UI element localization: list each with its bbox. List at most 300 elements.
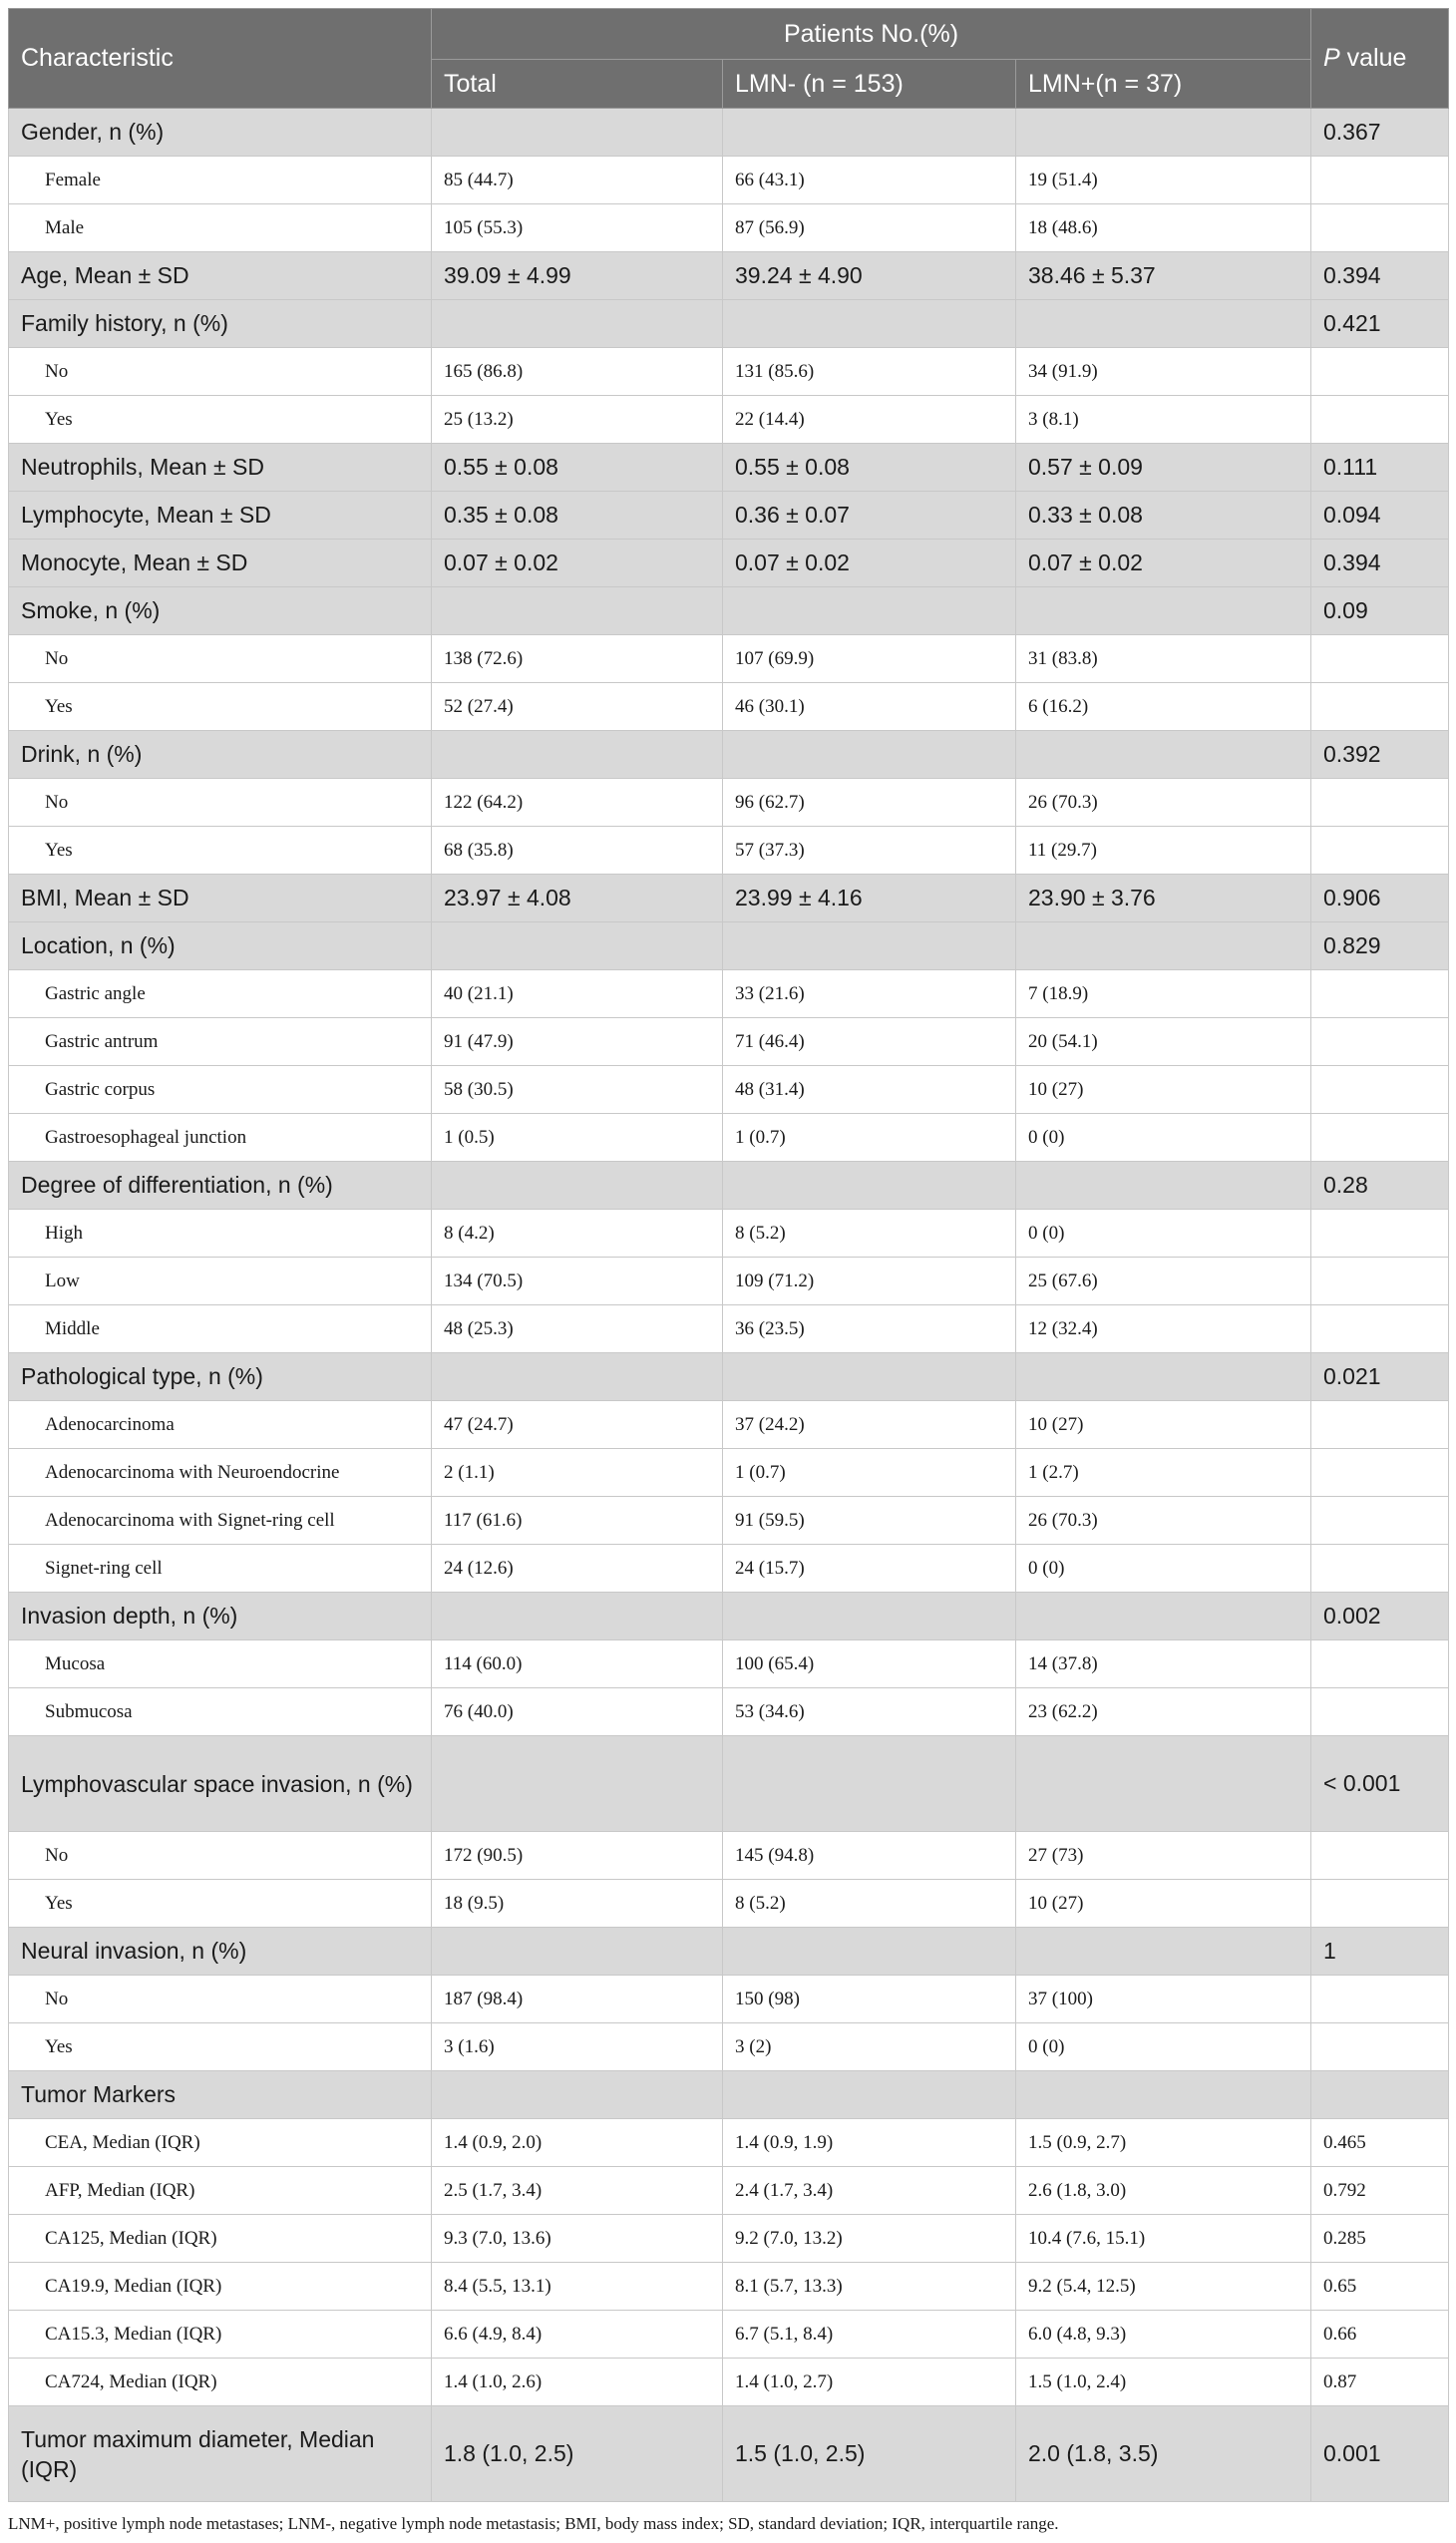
row-lmn-negative-cell xyxy=(723,2071,1016,2119)
row-lmn-positive-cell: 10 (27) xyxy=(1016,1401,1311,1449)
table-row xyxy=(9,1880,1449,1928)
row-lmn-negative-cell xyxy=(723,1593,1016,1640)
row-lmn-positive-cell: 27 (73) xyxy=(1016,1832,1311,1880)
row-lmn-negative-cell: 150 (98) xyxy=(723,1976,1016,2023)
row-lmn-negative-cell: 0.36 ± 0.07 xyxy=(723,492,1016,540)
row-total-cell: 23.97 ± 4.08 xyxy=(432,875,723,922)
row-lmn-negative-cell: 23.99 ± 4.16 xyxy=(723,875,1016,922)
row-lmn-positive-cell: 6 (16.2) xyxy=(1016,683,1311,731)
row-label-cell: Gender, n (%) xyxy=(9,109,432,157)
row-total-cell: 6.6 (4.9, 8.4) xyxy=(432,2311,723,2359)
row-label-cell: Adenocarcinoma with Neuroendocrine xyxy=(9,1449,432,1497)
row-total-cell xyxy=(432,2071,723,2119)
row-lmn-positive-cell: 7 (18.9) xyxy=(1016,970,1311,1018)
row-label-cell: Tumor Markers xyxy=(9,2071,432,2119)
row-total-cell: 24 (12.6) xyxy=(432,1545,723,1593)
row-total-cell: 0.55 ± 0.08 xyxy=(432,444,723,492)
row-p-value-cell: 0.285 xyxy=(1311,2215,1449,2263)
row-label-cell: Lymphocyte, Mean ± SD xyxy=(9,492,432,540)
row-p-value-cell: < 0.001 xyxy=(1311,1736,1449,1832)
row-lmn-positive-cell: 0 (0) xyxy=(1016,2023,1311,2071)
row-total-cell xyxy=(432,1736,723,1832)
row-label-cell: Lymphovascular space invasion, n (%) xyxy=(9,1736,432,1832)
row-label-cell: Male xyxy=(9,204,432,252)
row-lmn-positive-cell: 34 (91.9) xyxy=(1016,348,1311,396)
row-lmn-positive-cell: 26 (70.3) xyxy=(1016,779,1311,827)
row-total-cell: 18 (9.5) xyxy=(432,1880,723,1928)
row-total-cell: 1.8 (1.0, 2.5) xyxy=(432,2406,723,2502)
row-p-value-cell xyxy=(1311,1258,1449,1305)
table-row xyxy=(9,827,1449,875)
row-total-cell xyxy=(432,1593,723,1640)
row-lmn-positive-cell xyxy=(1016,1928,1311,1976)
table-group-row xyxy=(9,1928,1449,1976)
row-lmn-positive-cell: 1.5 (0.9, 2.7) xyxy=(1016,2119,1311,2167)
table-group-row xyxy=(9,875,1449,922)
row-p-value-cell: 0.021 xyxy=(1311,1353,1449,1401)
row-total-cell: 1 (0.5) xyxy=(432,1114,723,1162)
table-row xyxy=(9,1497,1449,1545)
row-total-cell: 134 (70.5) xyxy=(432,1258,723,1305)
table-row xyxy=(9,1832,1449,1880)
table-row xyxy=(9,1688,1449,1736)
row-lmn-negative-cell: 71 (46.4) xyxy=(723,1018,1016,1066)
row-lmn-negative-cell: 8 (5.2) xyxy=(723,1210,1016,1258)
table-group-row xyxy=(9,1736,1449,1832)
row-lmn-positive-cell: 0 (0) xyxy=(1016,1114,1311,1162)
row-lmn-negative-cell xyxy=(723,1928,1016,1976)
row-total-cell: 0.07 ± 0.02 xyxy=(432,540,723,587)
row-lmn-positive-cell: 0.07 ± 0.02 xyxy=(1016,540,1311,587)
row-p-value-cell xyxy=(1311,1640,1449,1688)
row-label-cell: Yes xyxy=(9,683,432,731)
row-total-cell xyxy=(432,1162,723,1210)
row-lmn-negative-cell: 8.1 (5.7, 13.3) xyxy=(723,2263,1016,2311)
row-label-cell: Pathological type, n (%) xyxy=(9,1353,432,1401)
table-group-row xyxy=(9,1353,1449,1401)
header-total: Total xyxy=(432,60,723,109)
row-lmn-negative-cell: 1.4 (1.0, 2.7) xyxy=(723,2359,1016,2406)
row-lmn-positive-cell: 1 (2.7) xyxy=(1016,1449,1311,1497)
row-lmn-negative-cell: 39.24 ± 4.90 xyxy=(723,252,1016,300)
row-p-value-cell: 0.001 xyxy=(1311,2406,1449,2502)
row-total-cell: 85 (44.7) xyxy=(432,157,723,204)
row-p-value-cell: 0.394 xyxy=(1311,252,1449,300)
row-p-value-cell xyxy=(1311,1018,1449,1066)
row-total-cell xyxy=(432,922,723,970)
row-lmn-positive-cell: 26 (70.3) xyxy=(1016,1497,1311,1545)
row-lmn-negative-cell: 107 (69.9) xyxy=(723,635,1016,683)
row-p-value-cell xyxy=(1311,1688,1449,1736)
row-lmn-negative-cell: 37 (24.2) xyxy=(723,1401,1016,1449)
row-lmn-negative-cell xyxy=(723,300,1016,348)
header-p-italic: P xyxy=(1323,44,1340,72)
row-lmn-negative-cell: 3 (2) xyxy=(723,2023,1016,2071)
row-label-cell: Degree of differentiation, n (%) xyxy=(9,1162,432,1210)
row-total-cell: 3 (1.6) xyxy=(432,2023,723,2071)
row-lmn-negative-cell: 48 (31.4) xyxy=(723,1066,1016,1114)
row-total-cell: 105 (55.3) xyxy=(432,204,723,252)
row-p-value-cell xyxy=(1311,2023,1449,2071)
row-lmn-positive-cell: 12 (32.4) xyxy=(1016,1305,1311,1353)
row-lmn-positive-cell xyxy=(1016,1593,1311,1640)
row-label-cell: Monocyte, Mean ± SD xyxy=(9,540,432,587)
row-lmn-positive-cell xyxy=(1016,1162,1311,1210)
row-total-cell: 58 (30.5) xyxy=(432,1066,723,1114)
table-row xyxy=(9,1210,1449,1258)
row-label-cell: Yes xyxy=(9,2023,432,2071)
row-p-value-cell: 0.002 xyxy=(1311,1593,1449,1640)
row-p-value-cell: 0.829 xyxy=(1311,922,1449,970)
row-lmn-negative-cell: 0.07 ± 0.02 xyxy=(723,540,1016,587)
row-lmn-negative-cell: 53 (34.6) xyxy=(723,1688,1016,1736)
row-label-cell: No xyxy=(9,779,432,827)
row-p-value-cell: 0.65 xyxy=(1311,2263,1449,2311)
table-row xyxy=(9,1976,1449,2023)
row-lmn-negative-cell: 91 (59.5) xyxy=(723,1497,1016,1545)
row-total-cell xyxy=(432,109,723,157)
table-row xyxy=(9,779,1449,827)
table-group-row xyxy=(9,540,1449,587)
row-p-value-cell: 0.111 xyxy=(1311,444,1449,492)
row-label-cell: No xyxy=(9,1832,432,1880)
row-lmn-positive-cell: 23 (62.2) xyxy=(1016,1688,1311,1736)
row-label-cell: CEA, Median (IQR) xyxy=(9,2119,432,2167)
table-group-row xyxy=(9,922,1449,970)
table-group-row xyxy=(9,252,1449,300)
row-lmn-positive-cell: 1.5 (1.0, 2.4) xyxy=(1016,2359,1311,2406)
row-lmn-positive-cell: 10 (27) xyxy=(1016,1066,1311,1114)
row-label-cell: Drink, n (%) xyxy=(9,731,432,779)
table-group-row xyxy=(9,1593,1449,1640)
row-p-value-cell: 0.28 xyxy=(1311,1162,1449,1210)
row-lmn-positive-cell: 18 (48.6) xyxy=(1016,204,1311,252)
row-total-cell: 2.5 (1.7, 3.4) xyxy=(432,2167,723,2215)
row-p-value-cell xyxy=(1311,1114,1449,1162)
row-p-value-cell xyxy=(1311,779,1449,827)
row-lmn-negative-cell xyxy=(723,1353,1016,1401)
row-total-cell: 187 (98.4) xyxy=(432,1976,723,2023)
row-total-cell: 25 (13.2) xyxy=(432,396,723,444)
row-lmn-negative-cell xyxy=(723,1162,1016,1210)
row-lmn-positive-cell: 20 (54.1) xyxy=(1016,1018,1311,1066)
table-group-row xyxy=(9,2071,1449,2119)
row-lmn-negative-cell: 1.4 (0.9, 1.9) xyxy=(723,2119,1016,2167)
table-group-row xyxy=(9,300,1449,348)
row-lmn-positive-cell xyxy=(1016,1736,1311,1832)
row-label-cell: No xyxy=(9,348,432,396)
row-label-cell: Gastric corpus xyxy=(9,1066,432,1114)
row-label-cell: CA125, Median (IQR) xyxy=(9,2215,432,2263)
row-lmn-positive-cell: 23.90 ± 3.76 xyxy=(1016,875,1311,922)
row-label-cell: Female xyxy=(9,157,432,204)
row-label-cell: Family history, n (%) xyxy=(9,300,432,348)
table-row xyxy=(9,204,1449,252)
header-characteristic: Characteristic xyxy=(9,9,432,109)
table-group-row xyxy=(9,492,1449,540)
row-label-cell: Tumor maximum diameter, Median (IQR) xyxy=(9,2406,432,2502)
table-row xyxy=(9,2023,1449,2071)
row-total-cell: 114 (60.0) xyxy=(432,1640,723,1688)
header-p-rest: value xyxy=(1339,44,1407,72)
row-p-value-cell xyxy=(1311,157,1449,204)
row-p-value-cell xyxy=(1311,1832,1449,1880)
row-total-cell: 91 (47.9) xyxy=(432,1018,723,1066)
row-lmn-negative-cell: 66 (43.1) xyxy=(723,157,1016,204)
row-lmn-positive-cell: 38.46 ± 5.37 xyxy=(1016,252,1311,300)
table-row xyxy=(9,348,1449,396)
table-row xyxy=(9,2167,1449,2215)
row-lmn-positive-cell: 25 (67.6) xyxy=(1016,1258,1311,1305)
row-lmn-positive-cell: 9.2 (5.4, 12.5) xyxy=(1016,2263,1311,2311)
row-total-cell: 8 (4.2) xyxy=(432,1210,723,1258)
row-p-value-cell xyxy=(1311,1976,1449,2023)
row-lmn-negative-cell: 6.7 (5.1, 8.4) xyxy=(723,2311,1016,2359)
row-label-cell: Adenocarcinoma with Signet-ring cell xyxy=(9,1497,432,1545)
row-lmn-positive-cell xyxy=(1016,587,1311,635)
row-lmn-positive-cell: 2.0 (1.8, 3.5) xyxy=(1016,2406,1311,2502)
row-label-cell: Neural invasion, n (%) xyxy=(9,1928,432,1976)
row-lmn-positive-cell: 0 (0) xyxy=(1016,1545,1311,1593)
row-label-cell: Smoke, n (%) xyxy=(9,587,432,635)
row-lmn-positive-cell: 11 (29.7) xyxy=(1016,827,1311,875)
table-header xyxy=(9,9,1449,109)
row-p-value-cell xyxy=(1311,635,1449,683)
table-row xyxy=(9,1449,1449,1497)
row-lmn-negative-cell xyxy=(723,109,1016,157)
row-total-cell: 9.3 (7.0, 13.6) xyxy=(432,2215,723,2263)
patient-characteristics-table xyxy=(8,8,1449,2502)
row-lmn-positive-cell xyxy=(1016,109,1311,157)
row-total-cell: 2 (1.1) xyxy=(432,1449,723,1497)
row-p-value-cell xyxy=(1311,2071,1449,2119)
row-label-cell: No xyxy=(9,635,432,683)
row-label-cell: Location, n (%) xyxy=(9,922,432,970)
characteristics-table-container xyxy=(8,8,1448,2502)
row-label-cell: Submucosa xyxy=(9,1688,432,1736)
row-label-cell: AFP, Median (IQR) xyxy=(9,2167,432,2215)
row-total-cell: 8.4 (5.5, 13.1) xyxy=(432,2263,723,2311)
row-p-value-cell: 0.367 xyxy=(1311,109,1449,157)
row-label-cell: Yes xyxy=(9,827,432,875)
row-lmn-negative-cell: 8 (5.2) xyxy=(723,1880,1016,1928)
row-total-cell: 165 (86.8) xyxy=(432,348,723,396)
table-group-row xyxy=(9,587,1449,635)
row-total-cell: 76 (40.0) xyxy=(432,1688,723,1736)
row-lmn-positive-cell: 6.0 (4.8, 9.3) xyxy=(1016,2311,1311,2359)
row-total-cell xyxy=(432,587,723,635)
row-lmn-positive-cell: 10 (27) xyxy=(1016,1880,1311,1928)
row-total-cell xyxy=(432,300,723,348)
row-lmn-negative-cell: 2.4 (1.7, 3.4) xyxy=(723,2167,1016,2215)
row-lmn-positive-cell xyxy=(1016,1353,1311,1401)
row-label-cell: Age, Mean ± SD xyxy=(9,252,432,300)
row-lmn-negative-cell: 46 (30.1) xyxy=(723,683,1016,731)
row-lmn-negative-cell: 145 (94.8) xyxy=(723,1832,1016,1880)
row-total-cell: 1.4 (0.9, 2.0) xyxy=(432,2119,723,2167)
row-label-cell: Yes xyxy=(9,396,432,444)
row-label-cell: Middle xyxy=(9,1305,432,1353)
row-p-value-cell: 0.392 xyxy=(1311,731,1449,779)
row-total-cell: 122 (64.2) xyxy=(432,779,723,827)
row-label-cell: Signet-ring cell xyxy=(9,1545,432,1593)
table-row xyxy=(9,1401,1449,1449)
row-p-value-cell: 0.421 xyxy=(1311,300,1449,348)
row-lmn-positive-cell: 14 (37.8) xyxy=(1016,1640,1311,1688)
row-label-cell: Gastric antrum xyxy=(9,1018,432,1066)
row-total-cell: 1.4 (1.0, 2.6) xyxy=(432,2359,723,2406)
row-lmn-negative-cell: 0.55 ± 0.08 xyxy=(723,444,1016,492)
row-p-value-cell: 0.09 xyxy=(1311,587,1449,635)
table-row xyxy=(9,683,1449,731)
row-total-cell: 138 (72.6) xyxy=(432,635,723,683)
row-lmn-positive-cell: 0 (0) xyxy=(1016,1210,1311,1258)
row-p-value-cell xyxy=(1311,1210,1449,1258)
row-label-cell: Yes xyxy=(9,1880,432,1928)
table-row xyxy=(9,1640,1449,1688)
row-lmn-positive-cell xyxy=(1016,731,1311,779)
row-label-cell: Neutrophils, Mean ± SD xyxy=(9,444,432,492)
row-p-value-cell xyxy=(1311,1066,1449,1114)
table-row xyxy=(9,2119,1449,2167)
table-row xyxy=(9,635,1449,683)
table-row xyxy=(9,2311,1449,2359)
table-row xyxy=(9,1258,1449,1305)
row-p-value-cell xyxy=(1311,1305,1449,1353)
row-lmn-negative-cell: 24 (15.7) xyxy=(723,1545,1016,1593)
row-p-value-cell: 0.792 xyxy=(1311,2167,1449,2215)
table-row xyxy=(9,2263,1449,2311)
table-row xyxy=(9,1305,1449,1353)
row-p-value-cell: 1 xyxy=(1311,1928,1449,1976)
row-lmn-positive-cell: 3 (8.1) xyxy=(1016,396,1311,444)
row-total-cell: 48 (25.3) xyxy=(432,1305,723,1353)
table-row xyxy=(9,2215,1449,2263)
row-lmn-negative-cell: 131 (85.6) xyxy=(723,348,1016,396)
row-label-cell: CA724, Median (IQR) xyxy=(9,2359,432,2406)
table-row xyxy=(9,1018,1449,1066)
row-lmn-negative-cell: 96 (62.7) xyxy=(723,779,1016,827)
table-group-row xyxy=(9,2406,1449,2502)
row-lmn-negative-cell: 87 (56.9) xyxy=(723,204,1016,252)
table-group-row xyxy=(9,1162,1449,1210)
row-lmn-negative-cell: 1 (0.7) xyxy=(723,1114,1016,1162)
row-lmn-negative-cell xyxy=(723,1736,1016,1832)
row-label-cell: CA19.9, Median (IQR) xyxy=(9,2263,432,2311)
row-p-value-cell: 0.66 xyxy=(1311,2311,1449,2359)
row-lmn-positive-cell: 2.6 (1.8, 3.0) xyxy=(1016,2167,1311,2215)
row-total-cell: 172 (90.5) xyxy=(432,1832,723,1880)
row-total-cell: 68 (35.8) xyxy=(432,827,723,875)
row-total-cell: 0.35 ± 0.08 xyxy=(432,492,723,540)
row-total-cell: 40 (21.1) xyxy=(432,970,723,1018)
table-row xyxy=(9,1066,1449,1114)
row-total-cell: 117 (61.6) xyxy=(432,1497,723,1545)
row-label-cell: No xyxy=(9,1976,432,2023)
row-p-value-cell xyxy=(1311,827,1449,875)
row-label-cell: High xyxy=(9,1210,432,1258)
header-lmn-negative: LMN- (n = 153) xyxy=(723,60,1016,109)
row-p-value-cell: 0.87 xyxy=(1311,2359,1449,2406)
row-lmn-positive-cell: 0.57 ± 0.09 xyxy=(1016,444,1311,492)
table-group-row xyxy=(9,444,1449,492)
table-row xyxy=(9,157,1449,204)
row-lmn-negative-cell: 1 (0.7) xyxy=(723,1449,1016,1497)
row-total-cell xyxy=(432,1928,723,1976)
row-lmn-positive-cell: 10.4 (7.6, 15.1) xyxy=(1016,2215,1311,2263)
header-lmn-positive: LMN+(n = 37) xyxy=(1016,60,1311,109)
row-total-cell xyxy=(432,1353,723,1401)
row-p-value-cell xyxy=(1311,970,1449,1018)
row-p-value-cell xyxy=(1311,1880,1449,1928)
table-row xyxy=(9,970,1449,1018)
row-lmn-positive-cell xyxy=(1016,2071,1311,2119)
row-lmn-negative-cell: 1.5 (1.0, 2.5) xyxy=(723,2406,1016,2502)
row-p-value-cell xyxy=(1311,204,1449,252)
row-label-cell: Invasion depth, n (%) xyxy=(9,1593,432,1640)
row-lmn-positive-cell xyxy=(1016,300,1311,348)
row-lmn-positive-cell: 19 (51.4) xyxy=(1016,157,1311,204)
row-lmn-negative-cell: 109 (71.2) xyxy=(723,1258,1016,1305)
row-lmn-negative-cell: 9.2 (7.0, 13.2) xyxy=(723,2215,1016,2263)
row-lmn-negative-cell xyxy=(723,587,1016,635)
row-total-cell: 52 (27.4) xyxy=(432,683,723,731)
row-lmn-negative-cell xyxy=(723,731,1016,779)
row-lmn-negative-cell: 33 (21.6) xyxy=(723,970,1016,1018)
row-lmn-positive-cell: 0.33 ± 0.08 xyxy=(1016,492,1311,540)
row-p-value-cell: 0.094 xyxy=(1311,492,1449,540)
row-p-value-cell xyxy=(1311,683,1449,731)
row-p-value-cell xyxy=(1311,348,1449,396)
row-lmn-positive-cell xyxy=(1016,922,1311,970)
table-row xyxy=(9,1545,1449,1593)
row-label-cell: BMI, Mean ± SD xyxy=(9,875,432,922)
row-label-cell: Gastric angle xyxy=(9,970,432,1018)
row-label-cell: Low xyxy=(9,1258,432,1305)
row-total-cell: 39.09 ± 4.99 xyxy=(432,252,723,300)
table-footnote: LNM+, positive lymph node metastases; LNM-, negative lymph node metastasis; BMI, body mass index; SD, standard deviation; IQR, interquartile range. xyxy=(8,2514,1059,2533)
row-p-value-cell xyxy=(1311,1449,1449,1497)
table-group-row xyxy=(9,109,1449,157)
row-p-value-cell xyxy=(1311,1497,1449,1545)
row-total-cell xyxy=(432,731,723,779)
row-label-cell: Mucosa xyxy=(9,1640,432,1688)
row-lmn-negative-cell: 57 (37.3) xyxy=(723,827,1016,875)
row-p-value-cell: 0.394 xyxy=(1311,540,1449,587)
row-lmn-negative-cell xyxy=(723,922,1016,970)
row-label-cell: Gastroesophageal junction xyxy=(9,1114,432,1162)
row-p-value-cell xyxy=(1311,396,1449,444)
header-p-value xyxy=(1311,9,1449,109)
row-p-value-cell: 0.465 xyxy=(1311,2119,1449,2167)
row-total-cell: 47 (24.7) xyxy=(432,1401,723,1449)
row-lmn-negative-cell: 100 (65.4) xyxy=(723,1640,1016,1688)
row-label-cell: Adenocarcinoma xyxy=(9,1401,432,1449)
row-p-value-cell xyxy=(1311,1545,1449,1593)
table-row xyxy=(9,1114,1449,1162)
row-p-value-cell: 0.906 xyxy=(1311,875,1449,922)
row-lmn-positive-cell: 31 (83.8) xyxy=(1016,635,1311,683)
row-lmn-negative-cell: 22 (14.4) xyxy=(723,396,1016,444)
row-p-value-cell xyxy=(1311,1401,1449,1449)
table-body xyxy=(9,109,1449,2502)
row-label-cell: CA15.3, Median (IQR) xyxy=(9,2311,432,2359)
row-lmn-positive-cell: 37 (100) xyxy=(1016,1976,1311,2023)
table-group-row xyxy=(9,731,1449,779)
table-row xyxy=(9,396,1449,444)
table-row xyxy=(9,2359,1449,2406)
row-lmn-negative-cell: 36 (23.5) xyxy=(723,1305,1016,1353)
